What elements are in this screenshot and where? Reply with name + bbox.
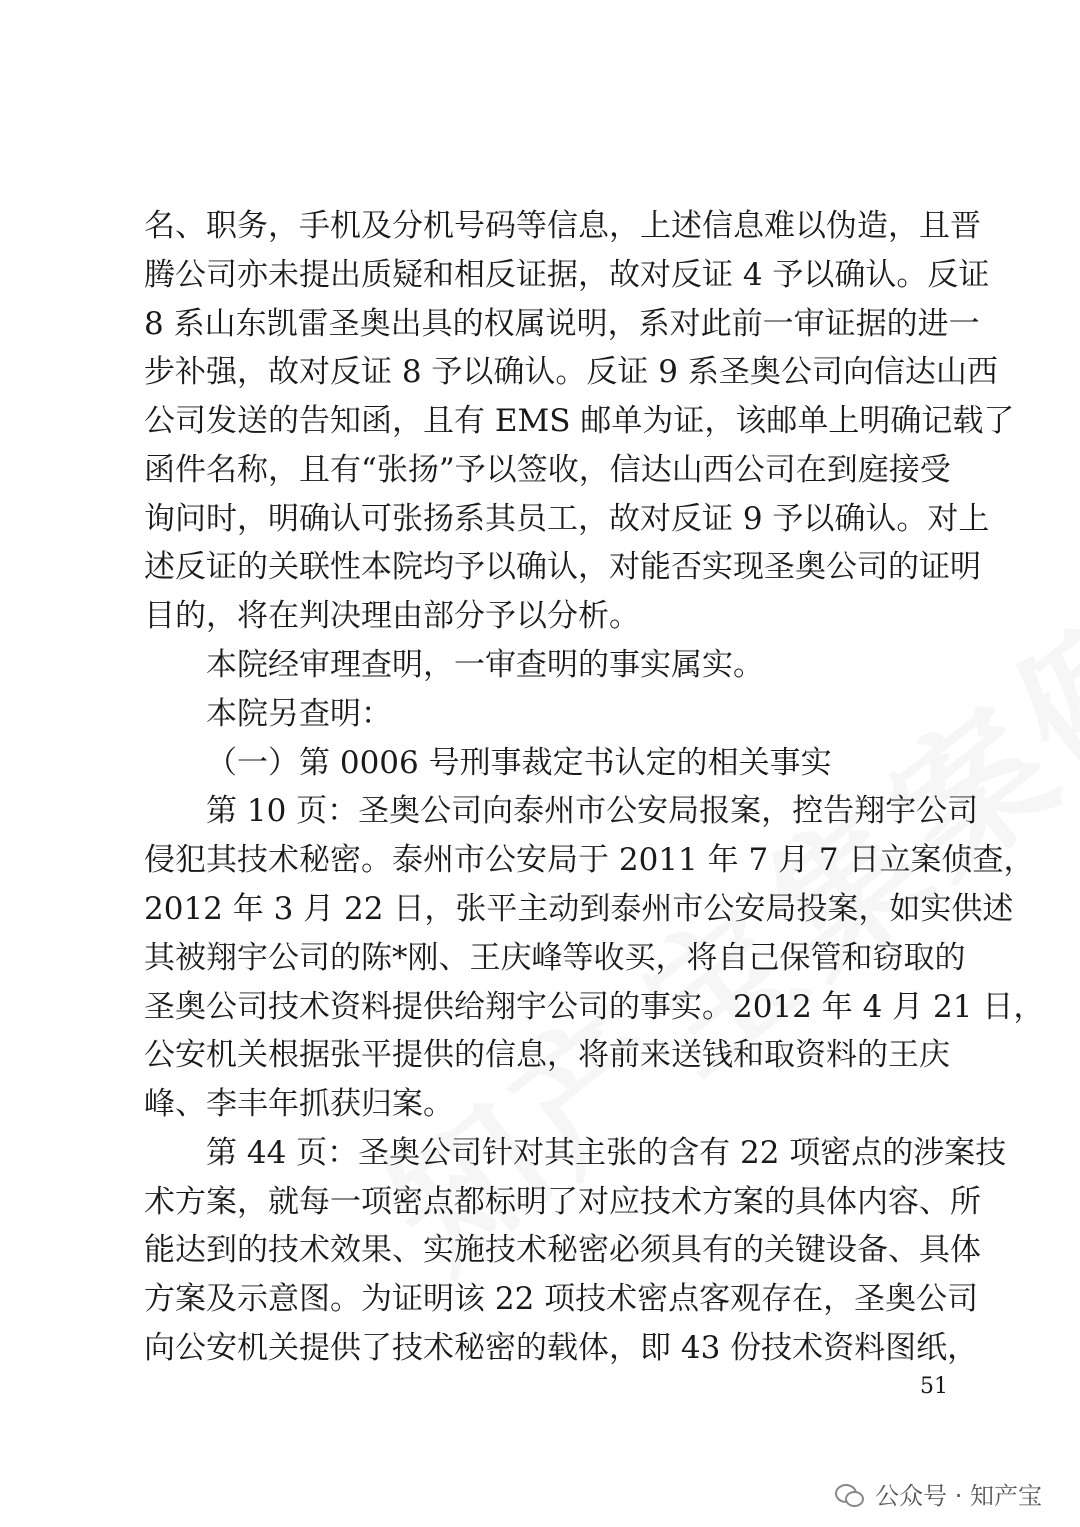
text-line: 方案及示意图。为证明该 22 项技术密点客观存在，圣奥公司 — [144, 1281, 979, 1317]
text-line: 2012 年 3 月 22 日，张平主动到泰州市公安局投案，如实供述 — [144, 891, 1014, 927]
text-line: 第 44 页：圣奥公司针对其主张的含有 22 项密点的涉案技 — [206, 1135, 1007, 1171]
text-line: 名、职务，手机及分机号码等信息，上述信息难以伪造，且晋 — [144, 208, 981, 244]
text-line: 能达到的技术效果、实施技术秘密必须具有的关键设备、具体 — [144, 1232, 981, 1268]
text-line: 述反证的关联性本院均予以确认，对能否实现圣奥公司的证明 — [144, 549, 981, 585]
footer-label: 公众号 · 知产宝 — [875, 1482, 1042, 1510]
page-number: 51 — [920, 1374, 948, 1399]
text-line: 目的，将在判决理由部分予以分析。 — [144, 598, 640, 634]
text-line: 步补强，故对反证 8 予以确认。反证 9 系圣奥公司向信达山西 — [144, 354, 998, 390]
text-line: 本院另查明： — [206, 696, 392, 732]
text-line: 本院经审理查明，一审查明的事实属实。 — [206, 647, 764, 683]
text-line: 其被翔宇公司的陈*刚、王庆峰等收买，将自己保管和窃取的 — [144, 940, 966, 976]
text-line: 公司发送的告知函，且有 EMS 邮单为证，该邮单上明确记载了 — [144, 403, 1015, 439]
wechat-icon — [835, 1482, 863, 1506]
text-line: 圣奥公司技术资料提供给翔宇公司的事实。2012 年 4 月 21 日， — [144, 989, 1045, 1025]
text-line: 8 系山东凯雷圣奥出具的权属说明，系对此前一审证据的进一 — [144, 306, 980, 342]
text-line: 函件名称，且有“张扬”予以签收，信达山西公司在到庭接受 — [144, 452, 951, 488]
section-heading: （一）第 0006 号刑事裁定书认定的相关事实 — [206, 745, 832, 781]
text-line: 侵犯其技术秘密。泰州市公安局于 2011 年 7 月 7 日立案侦查， — [144, 842, 1035, 878]
text-line: 询问时，明确认可张扬系其员工，故对反证 9 予以确认。对上 — [144, 501, 990, 537]
text-line: 向公安机关提供了技术秘密的载体，即 43 份技术资料图纸， — [144, 1330, 979, 1366]
text-line: 腾公司亦未提出质疑和相反证据，故对反证 4 予以确认。反证 — [144, 257, 990, 293]
footer-account[interactable] — [835, 1476, 1042, 1511]
text-line: 第 10 页：圣奥公司向泰州市公安局报案，控告翔宇公司 — [206, 793, 979, 829]
text-line: 术方案，就每一项密点都标明了对应技术方案的具体内容、所 — [144, 1184, 981, 1220]
text-line: 峰、李丰年抓获归案。 — [144, 1086, 454, 1122]
text-line: 公安机关根据张平提供的信息，将前来送钱和取资料的王庆 — [144, 1037, 950, 1073]
